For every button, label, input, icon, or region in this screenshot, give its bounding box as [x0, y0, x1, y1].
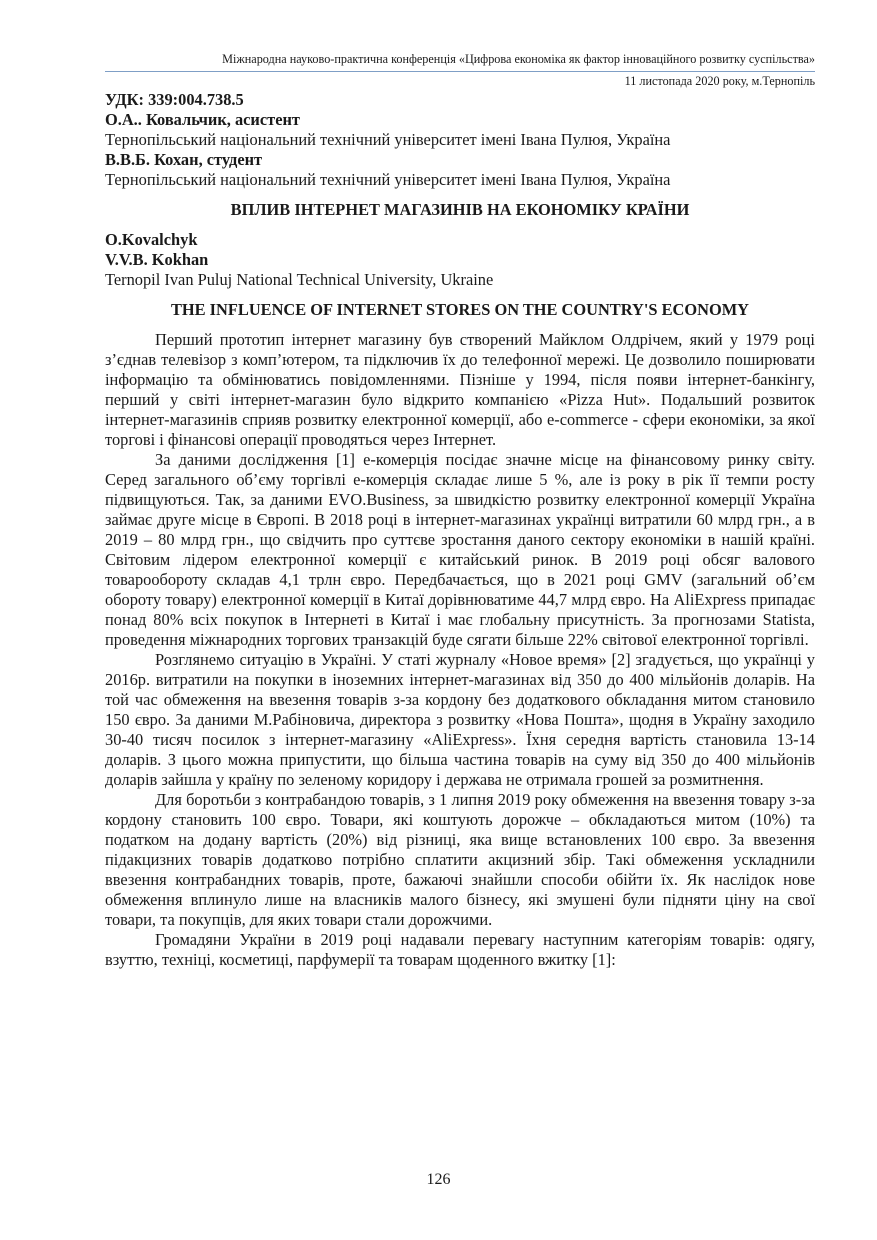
author-name-uk: В.В.Б. Кохан, студент	[105, 150, 263, 169]
conference-header: Міжнародна науково-практична конференція «Цифрова економіка як фактор інноваційного розвитку суспільства»	[222, 52, 815, 66]
body-paragraph: Перший прототип інтернет магазину був створений Майклом Олдрічем, який у 1979 році з’єднав телевізор з комп’ютером, та підключив їх до телефонної мережі. Це дозволило поширювати інформацію та обмінюватись повідомленнями. Пізніше у 1994, після появи інтернет-банкінгу, перший у світі інтернет-магазин було відкрито компанією «Pizza Hut». Подальший розвиток інтернет-магазинів сприяв розвитку електронної комерції, або e-commerce - сфери економіки, за якої торгові і фінансові операції проводяться через Інтернет.	[105, 330, 815, 449]
author-affiliation-uk: Тернопільський національний технічний університет імені Івана Пулюя, Україна	[105, 130, 671, 149]
author-name-en: V.V.B. Kokhan	[105, 250, 209, 269]
page-number: 126	[426, 1171, 451, 1188]
header-divider	[105, 71, 815, 72]
author-affiliation-uk: Тернопільський національний технічний університет імені Івана Пулюя, Україна	[105, 170, 671, 189]
body-paragraph: Громадяни України в 2019 році надавали перевагу наступним категоріям товарів: одягу, взуттю, техніці, косметиці, парфумерії та товарам щоденного вжитку [1]:	[105, 930, 815, 969]
conference-date-place: 11 листопада 2020 року, м.Тернопіль	[624, 74, 815, 88]
author-name-uk: О.А.. Ковальчик, асистент	[105, 110, 300, 129]
body-paragraph: Для боротьби з контрабандою товарів, з 1 липня 2019 року обмеження на ввезення товару з-за кордону становить 100 євро. Товари, які коштують дорожче – обкладаються митом (10%) та податком на додану вартість (20%) від різниці, яка вище встановлених 100 євро. За ввезення підакцизних товарів додатково потрібно сплатити акцизний збір. Такі обмеження ускладнили ввезення контрабандних товарів, проте, бажаючі знайшли способи обійти їх. Як наслідок нове обмеження вплинуло лише на власників малого бізнесу, які змушені були підняти ціну на свої товари, та покупців, для яких товари стали дорожчими.	[105, 790, 815, 929]
author-name-en: O.Kovalchyk	[105, 230, 198, 249]
body-paragraph: Розглянемо ситуацію в Україні. У статі журналу «Новое время» [2] згадується, що українці у 2016р. витратили на покупки в іноземних інтернет-магазинах від 350 до 400 мільйонів доларів. На той час обмеження на ввезення товарів з-за кордону без додаткового обкладання митом становило 150 євро. За даними М.Рабіновича, директора з розвитку «Нова Пошта», щодня в Україну заходило 30-40 тисяч посилок з інтернет-магазину «AliExpress». Їхня середня вартість становила 13-14 доларів. З цього можна припустити, що більша частина товарів на суму від 350 до 400 мільйонів доларів зайшла у країну по зеленому коридору і держава не отримала грошей за розмитнення.	[105, 650, 815, 789]
author-affiliation-en: Ternopil Ivan Puluj National Technical University, Ukraine	[105, 270, 494, 289]
body-paragraph: За даними дослідження [1] е-комерція посідає значне місце на фінансовому ринку світу. Серед загального об’єму торгівлі е-комерція складає лише 5 %, але із року в рік її темпи росту підвищуються. Так, за даними EVO.Business, за швидкістю розвитку електронної комерції Україна займає друге місце в Європі. В 2018 році в інтернет-магазинах українці витратили 60 млрд грн., а в 2019 – 80 млрд грн., що свідчить про суттєве зростання даного сектору економіки в нашій країні. Світовим лідером електронної комерції є китайський ринок. В 2019 році обсяг валового товарообороту складав 4,1 трлн євро. Передбачається, що в 2021 році GMV (загальний об’єм обороту товару) електронної комерції в Китаї дорівнюватиме 44,7 млрд євро. На AliExpress припадає понад 80% всіх покупок в Інтернеті в Китаї і має глобальну присутність. За прогнозами Statista, проведення міжнародних торгових транзакцій буде сягати більше 22% світової електронної торгівлі.	[105, 450, 815, 649]
article-title-uk: ВПЛИВ ІНТЕРНЕТ МАГАЗИНІВ НА ЕКОНОМІКУ КРАЇНИ	[230, 200, 690, 219]
article-title-en: THE INFLUENCE OF INTERNET STORES ON THE COUNTRY'S ECONOMY	[170, 300, 750, 319]
udc-code: УДК: 339:004.738.5	[105, 90, 244, 109]
article-body	[105, 90, 815, 970]
